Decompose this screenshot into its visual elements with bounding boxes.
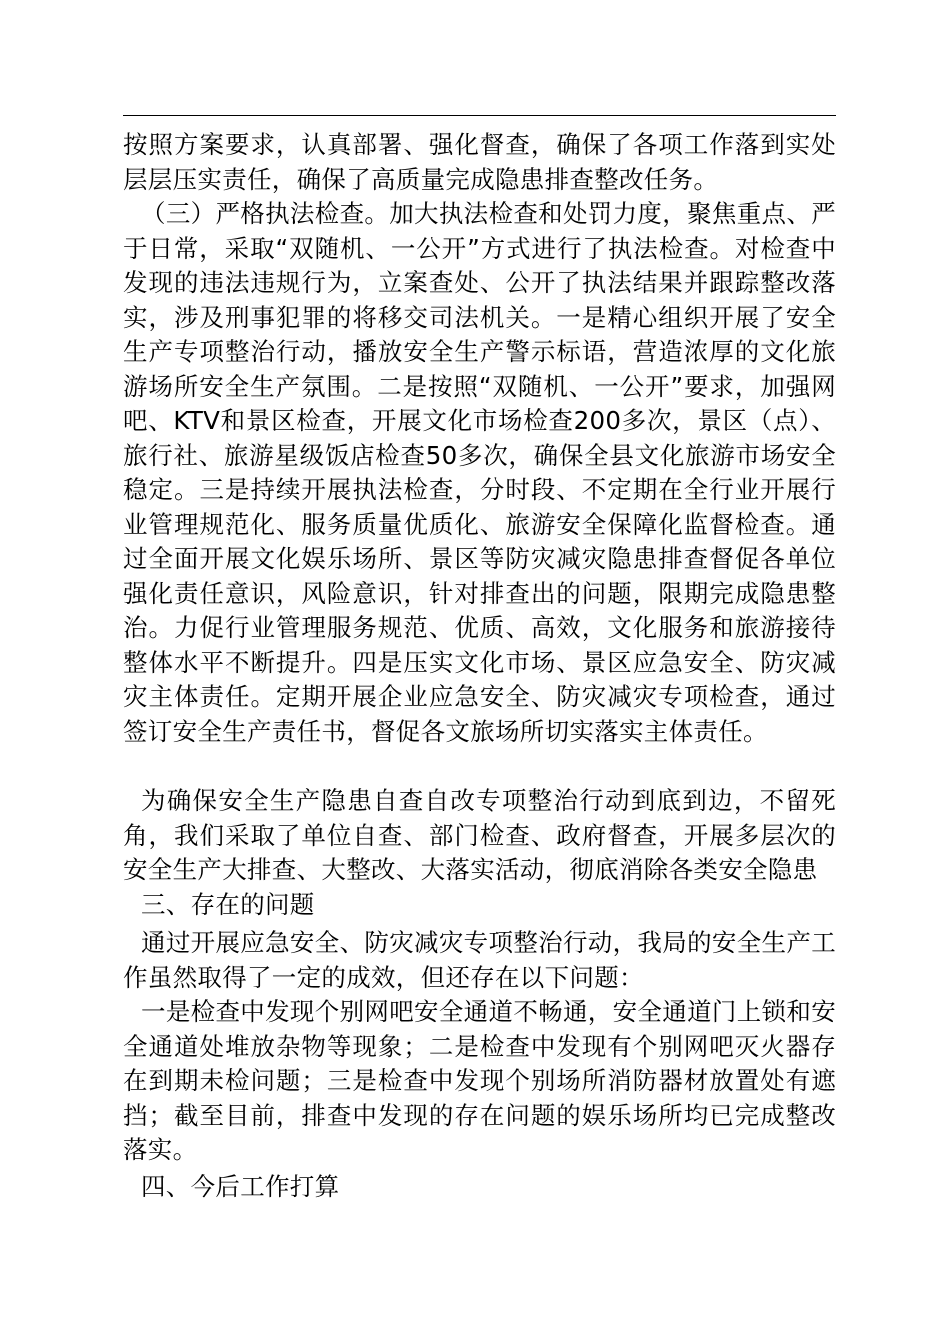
paragraph-problems-list: 一是检查中发现个别网吧安全通道不畅通，安全通道门上锁和安全通道处堆放杂物等现象；二是检查中发现有个别网吧灭火器存在到期未检问题；三是检查中发现个别场所消防器材放置处有遮挡；截至目前，排查中发现的存在问题的娱乐场所均已完成整改落实。	[123, 997, 836, 1164]
section-heading-existing-problems: 三、存在的问题	[141, 890, 315, 919]
section-heading-future-plans: 四、今后工作打算	[141, 1172, 340, 1201]
paragraph-problems-intro: 通过开展应急安全、防灾减灾专项整治行动，我局的安全生产工作虽然取得了一定的成效，但还存在以下问题：	[123, 928, 836, 992]
paragraph-self-inspection: 为确保安全生产隐患自查自改专项整治行动到底到边，不留死角，我们采取了单位自查、部门检查、政府督查，开展多层次的安全生产大排查、大整改、大落实活动，彻底消除各类安全隐患	[123, 786, 836, 884]
paragraph-continuation: 按照方案要求，认真部署、强化督查，确保了各项工作落到实处层层压实责任，确保了高质量完成隐患排查整改任务。	[123, 130, 836, 194]
paragraph-strict-law-enforcement: （三）严格执法检查。加大执法检查和处罚力度，聚焦重点、严于日常，采取“双随机、一公开”方式进行了执法检查。对检查中发现的违法违规行为，立案查处、公开了执法结果并跟踪整改落实，涉及刑事犯罪的将移交司法机关。一是精心组织开展了安全生产专项整治行动，播放安全生产警示标语，营造浓厚的文化旅游场所安全生产氛围。二是按照“双随机、一公开”要求，加强网吧、KTV和景区检查，开展文化市场检查200多次，景区（点）、旅行社、旅游星级饭店检查50多次，确保全县文化旅游市场安全稳定。三是持续开展执法检查，分时段、不定期在全行业开展行业管理规范化、服务质量优质化、旅游安全保障化监督检查。通过全面开展文化娱乐场所、景区等防灾减灾隐患排查督促各单位强化责任意识，风险意识，针对排查出的问题，限期完成隐患整治。力促行业管理服务规范、优质、高效，文化服务和旅游接待整体水平不断提升。四是压实文化市场、景区应急安全、防灾减灾主体责任。定期开展企业应急安全、防灾减灾专项检查，通过签订安全生产责任书，督促各文旅场所切实落实主体责任。	[123, 199, 836, 746]
header-rule	[123, 115, 836, 116]
